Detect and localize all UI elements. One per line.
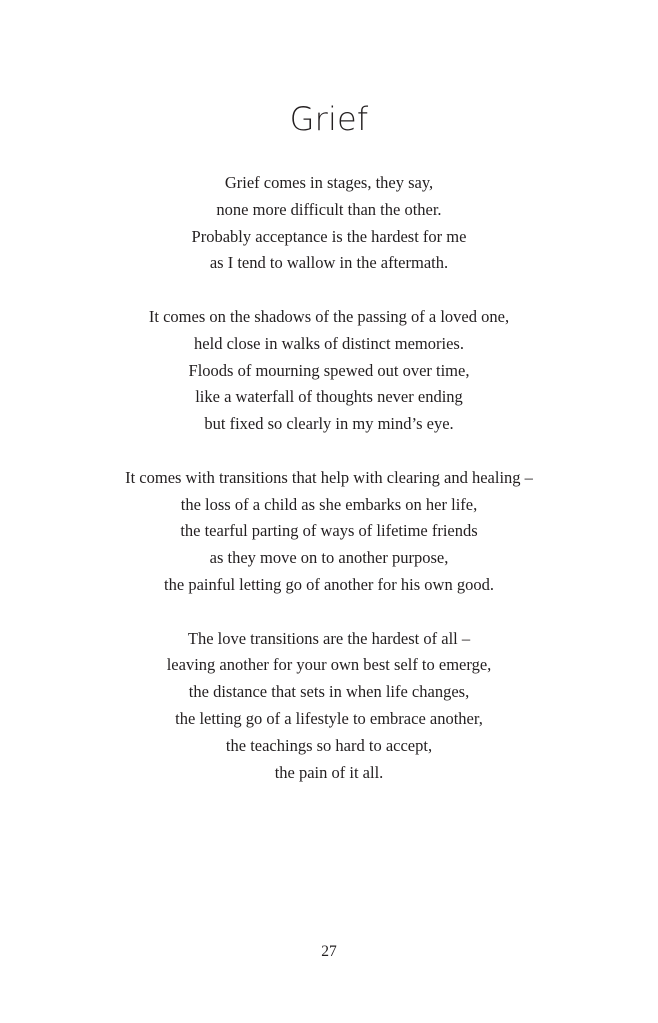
poem-line: held close in walks of distinct memories. — [194, 333, 464, 353]
poem-line: The love transitions are the hardest of all – — [187, 628, 471, 648]
poem-line: Grief comes in stages, they say, — [224, 173, 434, 192]
poem-line: It comes on the shadows of the passing of a loved one, — [148, 306, 510, 326]
poem-line: the teachings so hard to accept, — [225, 735, 433, 755]
poem-line: leaving another for your own best self to emerge, — [166, 655, 492, 675]
poem-line: like a waterfall of thoughts never ending — [195, 387, 463, 407]
stanza-2 — [0, 304, 658, 438]
stanza-1 — [0, 170, 658, 277]
poem-body — [0, 170, 658, 813]
poem-line: the loss of a child as she embarks on her life, — [180, 494, 478, 514]
poem-line: but fixed so clearly in my mind’s eye. — [204, 414, 454, 434]
poem-line: Floods of mourning spewed out over time, — [188, 360, 470, 380]
page-number: 27 — [321, 943, 337, 960]
stanza-4 — [0, 626, 658, 787]
stanza-3 — [0, 465, 658, 599]
poem-line: the pain of it all. — [274, 762, 384, 782]
poem-line: Probably acceptance is the hardest for me — [191, 226, 467, 246]
poem-line: It comes with transitions that help with clearing and healing – — [125, 467, 533, 487]
poem-line: the distance that sets in when life changes, — [188, 682, 470, 702]
poem-line: the tearful parting of ways of lifetime friends — [180, 521, 478, 541]
poem-line: as I tend to wallow in the aftermath. — [209, 253, 449, 273]
poem-line: the letting go of a lifestyle to embrace another, — [175, 708, 483, 728]
poem-title: Grief — [289, 100, 369, 138]
poem-line: as they move on to another purpose, — [209, 548, 449, 568]
poem-line: none more difficult than the other. — [216, 199, 442, 219]
poem-line: the painful letting go of another for his own good. — [164, 574, 494, 594]
